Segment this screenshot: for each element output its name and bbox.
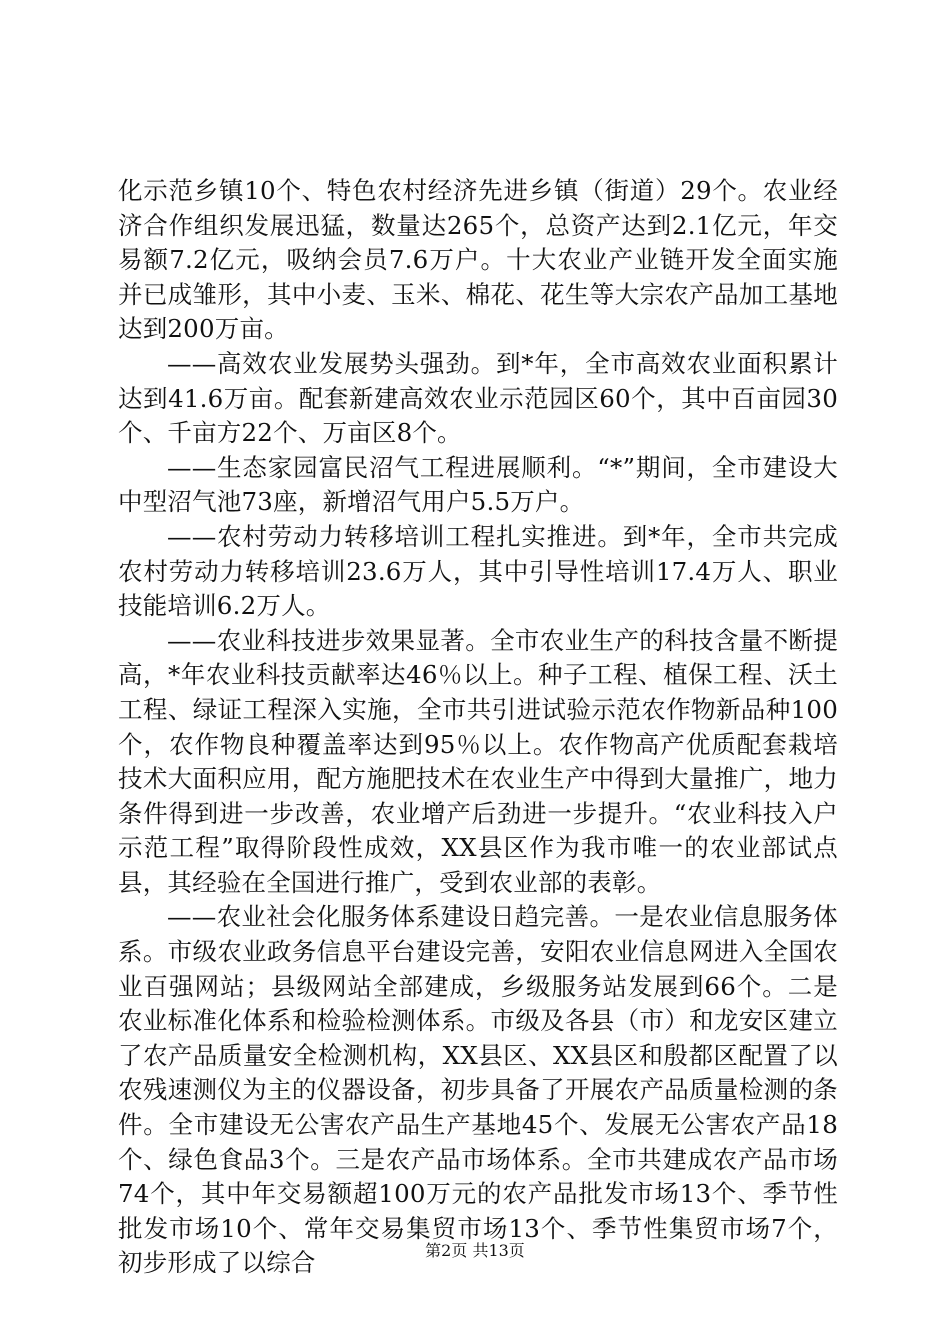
paragraph-service-system: ——农业社会化服务体系建设日趋完善。一是农业信息服务体系。市级农业政务信息平台建设完善，安阳农业信息网进入全国农业百强网站；县级网站全部建成，乡级服务站发展到66个。二是农业标准化体系和检验检测体系。市级及各县（市）和龙安区建立了农产品质量安全检测机构，XX县区、XX县区和殷都区配置了以农残速测仪为主的仪器设备，初步具备了开展农产品质量检测的条件。全市建设无公害农产品生产基地45个、发展无公害农产品18个、绿色食品3个。三是农产品市场体系。全市共建成农产品市场74个，其中年交易额超100万元的农产品批发市场13个、季节性批发市场10个、常年交易集贸市场13个、季节性集贸市场7个，初步形成了以综合 [118,902,838,1278]
paragraph-labor-training: ——农村劳动力转移培训工程扎实推进。到*年，全市共完成农村劳动力转移培训23.6万人，其中引导性培训17.4万人、职业技能培训6.2万人。 [118,521,838,621]
page-footer [0,1240,950,1262]
paragraph-continuation: 化示范乡镇10个、特色农村经济先进乡镇（街道）29个。农业经济合作组织发展迅猛，数量达265个，总资产达到2.1亿元，年交易额7.2亿元，吸纳会员7.6万户。十大农业产业链开发全面实施并已成雏形，其中小麦、玉米、棉花、花生等大宗农产品加工基地达到200万亩。 [118,176,838,344]
page-number-label: 第2页 共13页 [425,1241,525,1260]
paragraph-agri-technology: ——农业科技进步效果显著。全市农业生产的科技含量不断提高，*年农业科技贡献率达46％以上。种子工程、植保工程、沃土工程、绿证工程深入实施，全市共引进试验示范农作物新品种100个，农作物良种覆盖率达到95％以上。农作物高产优质配套栽培技术大面积应用，配方施肥技术在农业生产中得到大量推广，地力条件得到进一步改善，农业增产后劲进一步提升。“农业科技入户示范工程”取得阶段性成效，XX县区作为我市唯一的农业部试点县，其经验在全国进行推广，受到农业部的表彰。 [118,625,838,897]
paragraph-biogas-project: ——生态家园富民沼气工程进展顺利。“*”期间，全市建设大中型沼气池73座，新增沼气用户5.5万户。 [118,452,838,517]
paragraph-efficient-agriculture: ——高效农业发展势头强劲。到*年，全市高效农业面积累计达到41.6万亩。配套新建高效农业示范园区60个，其中百亩园30个、千亩方22个、万亩区8个。 [118,348,838,448]
document-body [118,174,838,1281]
